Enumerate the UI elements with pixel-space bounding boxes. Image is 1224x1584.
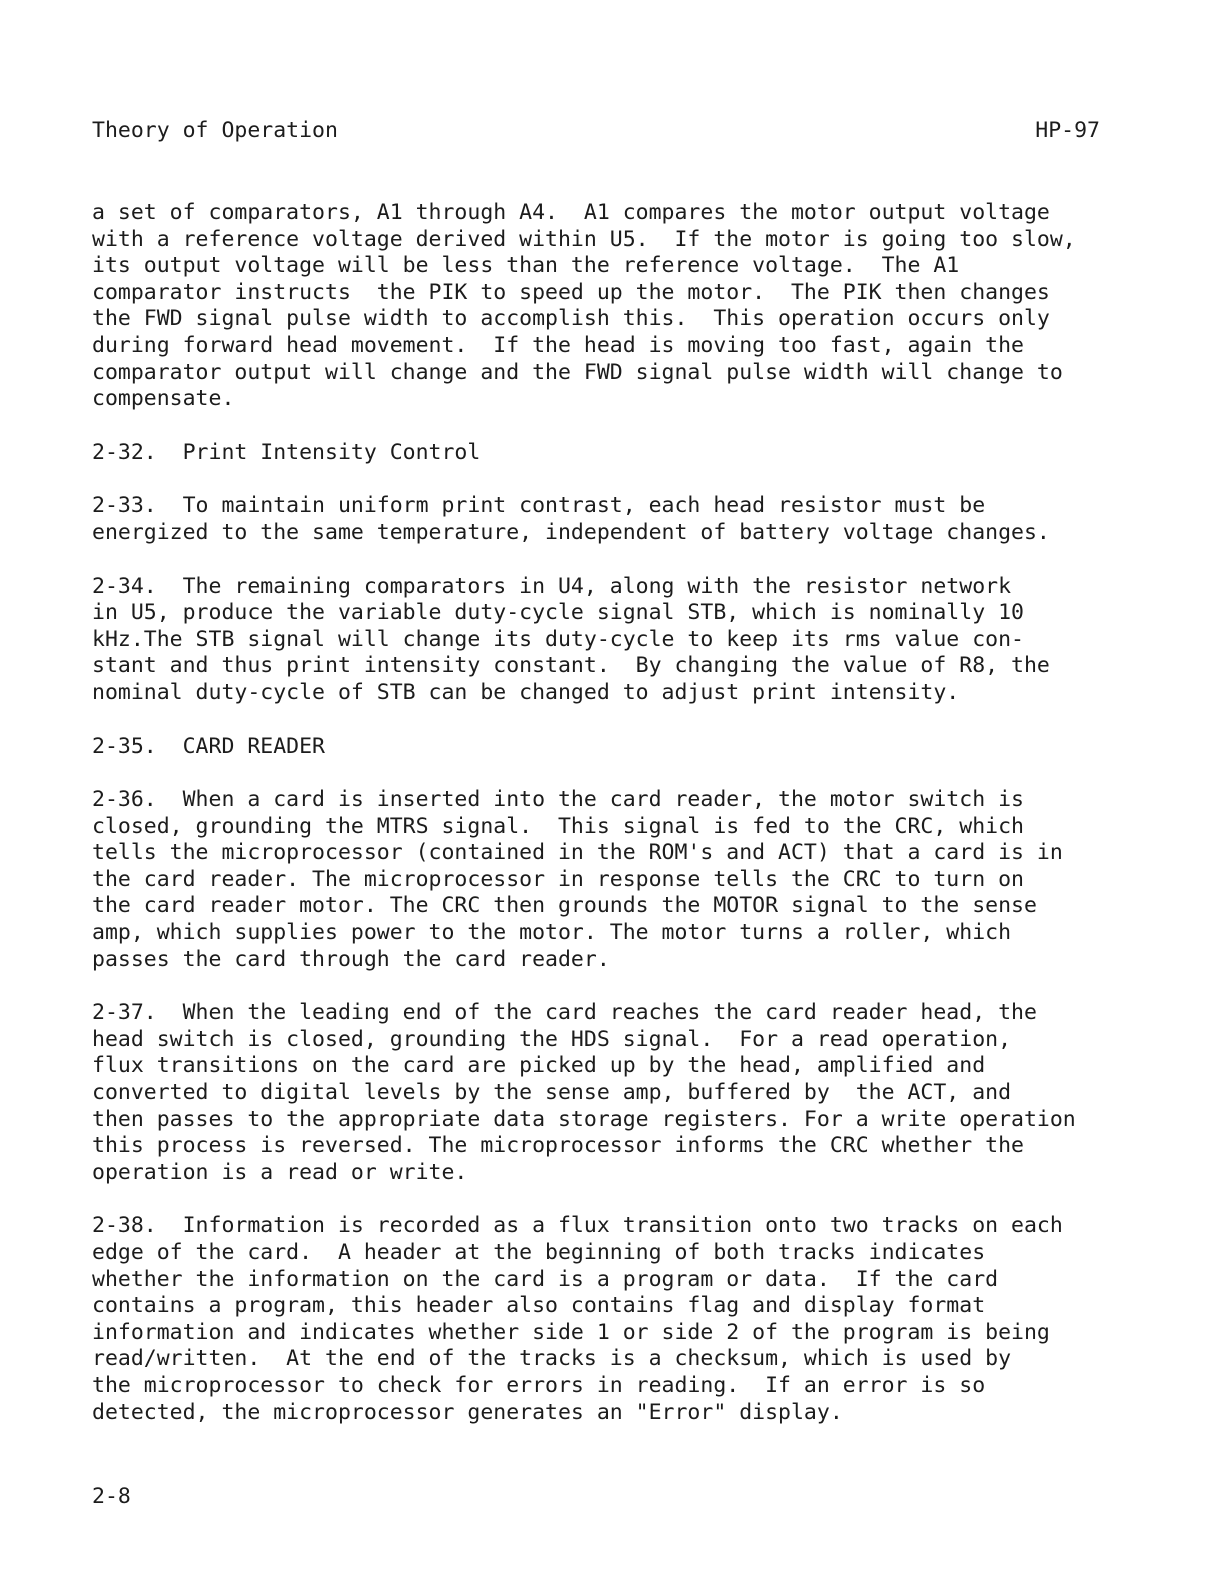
paragraph-2-38 xyxy=(92,1213,1122,1426)
text-line: its output voltage will be less than the reference voltage. The A1 xyxy=(92,253,960,279)
running-header-model: HP-97 xyxy=(1035,118,1100,143)
text-line: whether the information on the card is a program or data. If the card xyxy=(92,1266,999,1292)
text-line: read/written. At the end of the tracks is a checksum, which is used by xyxy=(92,1346,1012,1372)
section-heading-2-35 xyxy=(92,734,1122,761)
text-line: then passes to the appropriate data storage registers. For a write operation xyxy=(92,1106,1076,1132)
text-line: contains a program, this header also contains flag and display format xyxy=(92,1293,986,1319)
text-line: the FWD signal pulse width to accomplish this. This operation occurs only xyxy=(92,306,1050,332)
text-line: closed, grounding the MTRS signal. This signal is fed to the CRC, which xyxy=(92,813,1024,839)
text-line: passes the card through the card reader. xyxy=(92,946,610,972)
text-line: compensate. xyxy=(92,386,235,412)
paragraph-2-37 xyxy=(92,1000,1122,1186)
paragraph-2-36 xyxy=(92,787,1122,973)
text-line: detected, the microprocessor generates an "Error" display. xyxy=(92,1399,843,1425)
text-line: the microprocessor to check for errors in reading. If an error is so xyxy=(92,1372,986,1398)
text-line: flux transitions on the card are picked up by the head, amplified and xyxy=(92,1053,986,1079)
text-line: converted to digital levels by the sense amp, buffered by the ACT, and xyxy=(92,1080,1012,1106)
text-line: tells the microprocessor (contained in the ROM's and ACT) that a card is in xyxy=(92,840,1063,866)
section-heading: 2-35. CARD READER xyxy=(92,733,325,759)
text-line: 2-33. To maintain uniform print contrast, each head resistor must be xyxy=(92,493,986,519)
text-line: comparator instructs the PIK to speed up the motor. The PIK then changes xyxy=(92,279,1050,305)
text-line: during forward head movement. If the head is moving too fast, again the xyxy=(92,332,1024,358)
text-line: 2-38. Information is recorded as a flux transition onto two tracks on each xyxy=(92,1213,1063,1239)
text-line: in U5, produce the variable duty-cycle signal STB, which is nominally 10 xyxy=(92,600,1024,626)
text-line: 2-37. When the leading end of the card reaches the card reader head, the xyxy=(92,1000,1037,1026)
section-heading: 2-32. Print Intensity Control xyxy=(92,439,481,465)
paragraph-2-33 xyxy=(92,493,1122,546)
text-line: amp, which supplies power to the motor. The motor turns a roller, which xyxy=(92,920,1012,946)
text-line: a set of comparators, A1 through A4. A1 compares the motor output voltage xyxy=(92,200,1050,225)
paragraph-2-34 xyxy=(92,574,1122,707)
section-heading-2-32 xyxy=(92,440,1122,467)
text-line: nominal duty-cycle of STB can be changed to adjust print intensity. xyxy=(92,679,960,705)
page-number: 2-8 xyxy=(92,1484,131,1509)
paragraph-continuation xyxy=(92,200,1122,413)
text-line: comparator output will change and the FWD signal pulse width will change to xyxy=(92,359,1063,385)
text-line: head switch is closed, grounding the HDS signal. For a read operation, xyxy=(92,1026,1012,1052)
text-line: stant and thus print intensity constant. By changing the value of R8, the xyxy=(92,653,1050,679)
text-line: the card reader motor. The CRC then grounds the MOTOR signal to the sense xyxy=(92,893,1037,919)
body-text xyxy=(92,200,1122,1453)
text-line: this process is reversed. The microprocessor informs the CRC whether the xyxy=(92,1133,1024,1159)
text-line: energized to the same temperature, independent of battery voltage changes. xyxy=(92,519,1050,545)
text-line: the card reader. The microprocessor in response tells the CRC to turn on xyxy=(92,866,1024,892)
text-line: with a reference voltage derived within U5. If the motor is going too slow, xyxy=(92,226,1076,252)
text-line: kHz.The STB signal will change its duty-cycle to keep its rms value con- xyxy=(92,626,1024,652)
text-line: operation is a read or write. xyxy=(92,1159,468,1185)
text-line: 2-34. The remaining comparators in U4, along with the resistor network xyxy=(92,573,1012,599)
text-line: edge of the card. A header at the beginning of both tracks indicates xyxy=(92,1240,986,1265)
running-header-title: Theory of Operation xyxy=(92,118,338,143)
text-line: information and indicates whether side 1 or side 2 of the program is being xyxy=(92,1319,1050,1345)
text-line: 2-36. When a card is inserted into the card reader, the motor switch is xyxy=(92,787,1024,813)
